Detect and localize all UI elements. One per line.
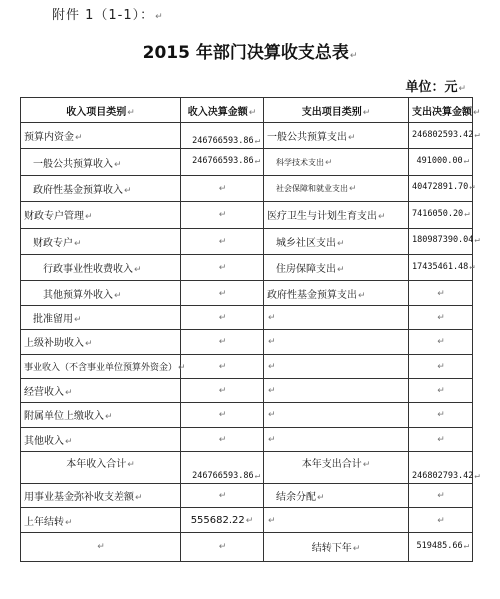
page-title: 2015 年部门决算收支总表↵ [142,43,358,63]
income-item-cell: 政府性基金预算收入↵ [21,175,181,201]
income-amount-cell: ↵ [181,403,264,427]
expense-amount-cell: 491000.00↵ [409,149,473,175]
income-item-cell: 预算内资金↵ [21,123,181,149]
table-row [21,508,473,532]
income-item-cell: ↵ [21,532,181,561]
expense-amount-cell: 17435461.48↵ [409,254,473,280]
expense-amount-cell: ↵ [409,305,473,329]
expense-item-cell: 一般公共预算支出↵ [264,123,409,149]
income-amount-cell: ↵ [181,254,264,280]
expense-amount-cell: ↵ [409,403,473,427]
expense-item-cell: 住房保障支出↵ [264,254,409,280]
income-amount-cell: 555682.22↵ [181,508,264,532]
income-amount-cell: ↵ [181,175,264,201]
expense-amount-cell: ↵ [409,427,473,451]
income-amount-cell: ↵ [181,330,264,354]
income-amount-cell: ↵ [181,305,264,329]
table-row [21,254,473,280]
expense-amount-cell: 180987390.04↵ [409,228,473,254]
attachment-label: 附件 1（1-1）：↵ [52,8,164,23]
expense-item-cell: ↵ [264,354,409,378]
expense-item-cell: ↵ [264,508,409,532]
table-row [21,123,473,149]
budget-summary-table [20,97,481,562]
expense-amount-cell: ↵ [409,378,473,402]
expense-amount-cell: ↵ [409,354,473,378]
income-item-cell: 其他收入↵ [21,427,181,451]
column-header-expense-item: 支出项目类别↵ [264,98,409,123]
expense-amount-cell: 519485.66↵ [409,532,473,561]
income-total-label: 本年收入合计↵ [21,452,181,484]
income-item-cell: 批准留用↵ [21,305,181,329]
income-item-cell: 财政专户管理↵ [21,202,181,228]
income-amount-cell: ↵ [181,378,264,402]
unit-label: 单位：元↵ [405,80,466,95]
table-row [21,532,473,561]
expense-item-cell: 科学技术支出↵ [264,149,409,175]
table-row [21,330,473,354]
expense-amount-cell: ↵ [409,330,473,354]
table-row [21,354,473,378]
income-amount-cell: 246766593.86↵ [181,149,264,175]
table-row [21,228,473,254]
table-row [21,281,473,305]
income-item-cell: 附属单位上缴收入↵ [21,403,181,427]
income-amount-cell: ↵ [181,427,264,451]
expense-amount-cell: ↵ [409,484,473,508]
expense-item-cell: 结转下年↵ [264,532,409,561]
expense-item-cell: 城乡社区支出↵ [264,228,409,254]
expense-item-cell: 医疗卫生与计划生育支出↵ [264,202,409,228]
income-item-cell: 行政事业性收费收入↵ [21,254,181,280]
income-total-amount: 246766593.86↵ [181,452,264,484]
expense-amount-cell: ↵ [409,508,473,532]
income-amount-cell: ↵ [181,281,264,305]
income-amount-cell: ↵ [181,532,264,561]
table-row [21,427,473,451]
income-item-cell: 上年结转↵ [21,508,181,532]
expense-item-cell: ↵ [264,305,409,329]
income-item-cell: 一般公共预算收入↵ [21,149,181,175]
table-row [21,175,473,201]
expense-total-label: 本年支出合计↵ [264,452,409,484]
expense-item-cell: ↵ [264,330,409,354]
table-row [21,484,473,508]
expense-item-cell: 社会保障和就业支出↵ [264,175,409,201]
table-row [21,305,473,329]
table-row-total [21,452,473,484]
expense-item-cell: 结余分配↵ [264,484,409,508]
income-item-cell: 事业收入（不含事业单位预算外资金）↵ [21,354,181,378]
income-item-cell: 财政专户↵ [21,228,181,254]
income-item-cell: 其他预算外收入↵ [21,281,181,305]
table-header-row [21,98,473,123]
column-header-income-item: 收入项目类别↵ [21,98,181,123]
income-item-cell: 经营收入↵ [21,378,181,402]
table-row [21,202,473,228]
expense-total-amount: 246802793.42↵ [409,452,473,484]
expense-amount-cell: ↵ [409,281,473,305]
expense-amount-cell: 246802593.42↵ [409,123,473,149]
column-header-income-amount: 收入决算金额↵ [181,98,264,123]
income-item-cell: 用事业基金弥补收支差额↵ [21,484,181,508]
income-amount-cell: ↵ [181,202,264,228]
income-item-cell: 上级补助收入↵ [21,330,181,354]
income-amount-cell: ↵ [181,484,264,508]
table-row [21,149,473,175]
expense-item-cell: 政府性基金预算支出↵ [264,281,409,305]
column-header-expense-amount: 支出决算金额↵ [409,98,473,123]
expense-amount-cell: 40472891.70↵ [409,175,473,201]
table-row [21,378,473,402]
table-row [21,403,473,427]
income-amount-cell: ↵ [181,228,264,254]
income-amount-cell: 246766593.86↵ [181,123,264,149]
expense-amount-cell: 7416050.20↵ [409,202,473,228]
income-amount-cell: ↵ [181,354,264,378]
expense-item-cell: ↵ [264,403,409,427]
expense-item-cell: ↵ [264,427,409,451]
expense-item-cell: ↵ [264,378,409,402]
